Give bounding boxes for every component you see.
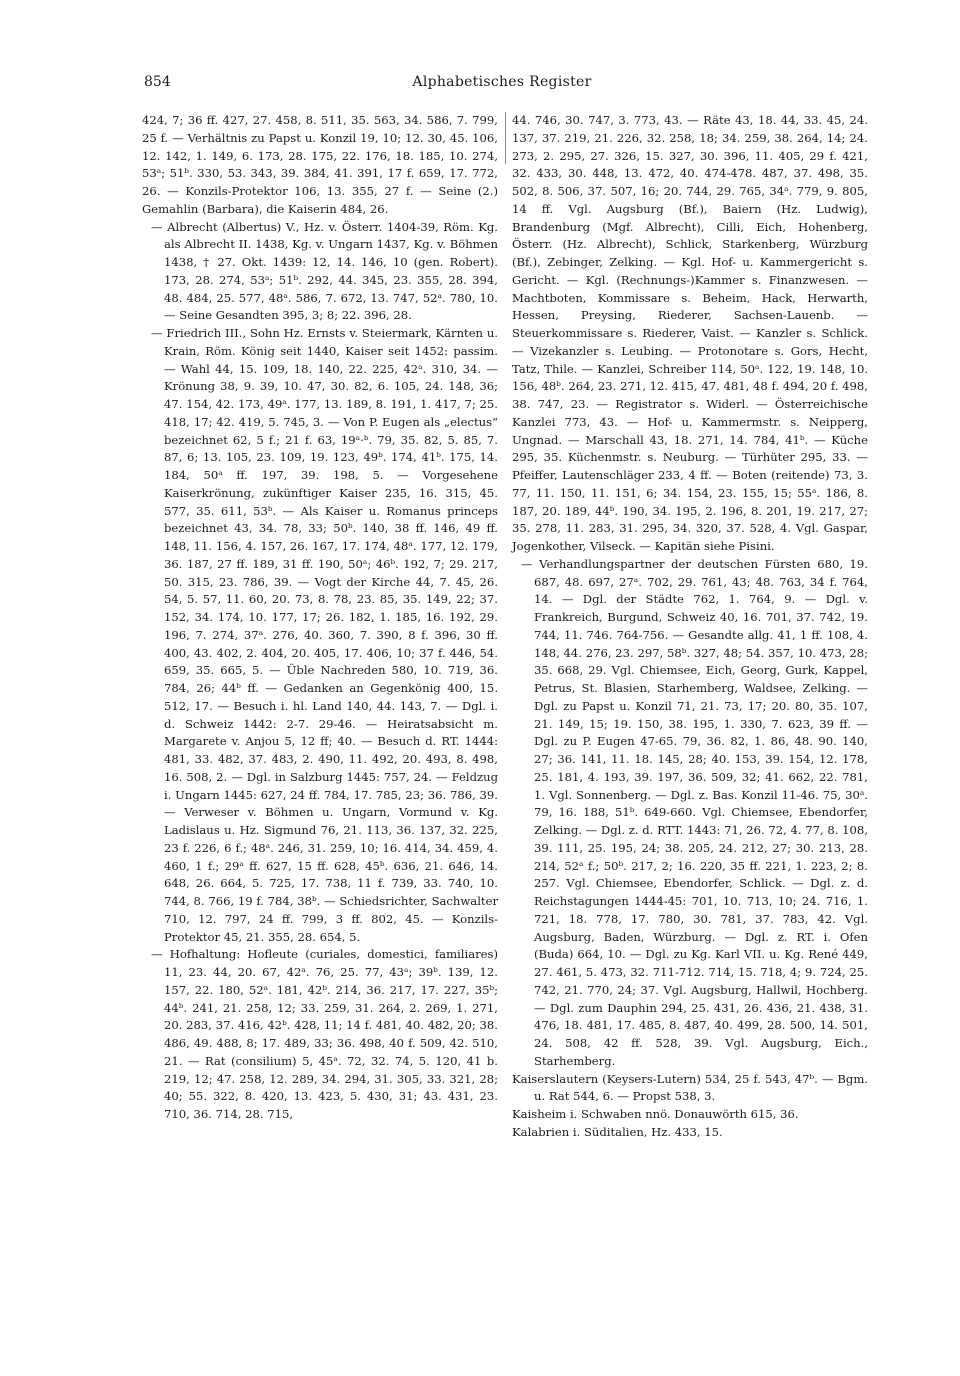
index-subentry-verhandlungspartner: — Verhandlungspartner der deutschen Fürsten 680, 19. 687, 48. 697, 27ᵃ. 702, 29. 761, 43; 48. 763, 34 f. 764, 14. — Dgl. der Städte 762, 1. 764, 9. — Dgl. v. Frankreich, Burgund, Schweiz 40, 16. 701, 37. 742, 19. 744, 11. 746. 764-756. — Gesandte allg. 41, 1 ff. 108, 4. 148, 44. 276, 23. 297, 58ᵇ. 327, 48; 54. 357, 10. 473, 28; 35. 668, 29. Vgl. Chiemsee, Eich, Georg, Gurk, Kappel, Petrus, St. Blasien, Starhemberg, Waldsee, Zelking. — Dgl. zu Papst u. Konzil 71, 21. 73, 17; 20. 80, 35. 107, 21. 149, 15; 19. 150, 38. 195, 1. 330, 7. 623, 39 ff. — Dgl. zu P. Eugen 47-65. 79, 36. 82, 1. 86, 48. 90. 140, 27; 36. 141, 11. 18. 145, 28; 40. 153, 39. 154, 12. 178, 25. 181, 4. 193, 39. 197, 36. 509, 32; 41. 662, 22. 781, 1. Vgl. Sonnenberg. — Dgl. z. Bas. Konzil 11-46. 75, 30ᵃ. 79, 16. 188, 51ᵇ. 649-660. Vgl. Chiemsee, Ebendorfer, Zelking. — Dgl. z. d. RTT. 1443: 71, 26. 72, 4. 77, 8. 108, 39. 111, 25. 195, 24; 38. 205, 24. 212, 27; 30. 213, 28. 214, 52ᵃ f.; 50ᵇ. 217, 2; 16. 220, 35 ff. 221, 1. 223, 2; 8. 257. Vgl. Chiemsee, Ebendorfer, Schlick. — Dgl. z. d. Reichstagungen 1444-45: 701, 10. 713, 10; 24. 716, 1. 721, 18. 778, 17. 780, 30. 781, 37. 783, 42. Vgl. Augsburg, Baden, Würzburg. — Dgl. z. RT. i. Ofen (Buda) 664, 10. — Dgl. zu Kg. Karl VII. u. Kg. René 449, 27. 461, 5. 473, 32. 711-712. 714, 15. 718, 4; 9. 724, 25. 742, 21. 770, 24; 37. Vgl. Augsburg, Hallwil, Hochberg. — Dgl. zum Dauphin 294, 25. 431, 26. 436, 21. 438, 31. 476, 18. 481, 17. 485, 8. 487, 40. 499, 28. 500, 14. 501, 24. 508, 42 ff. 528, 39. Vgl. Augsburg, Eich., Starhemberg. bbox=[521, 556, 868, 1068]
index-entry-continuation: 44. 746, 30. 747, 3. 773, 43. — Räte 43, 18. 44, 33. 45, 24. 137, 37. 219, 21. 226, 32. 258, 18; 34. 259, 38. 264, 14; 24. 273, 2. 295, 27. 326, 15. 327, 30. 396, 11. 405, 29 f. 421, 32. 433, 30. 448, 13. 472, 40. 474-478. 487, 37. 498, 35. 502, 8. 506, 37. 507, 16; 20. 744, 29. 765, 34ᵃ. 779, 9. 805, 14 ff. Vgl. Augsburg (Bf.), Baiern (Hz. Ludwig), Brandenburg (Mgf. Albrecht), Cilli, Eich, Hohenberg, Österr. (Hz. Albrecht), Schlick, Starkenberg, Würzburg (Bf.), Zebinger, Zelking. — Kgl. Hof- u. Kammergericht s. Gericht. — Kgl. (Rechnungs-)Kammer s. Finanzwesen. — Machtboten, Kommissare s. Beheim, Hack, Herwarth, Hessen, Preysing, Riederer, Sachsen-Lauenb. — Steuerkommissare s. Riederer, Vaist. — Kanzler s. Schlick. — Vizekanzler s. Leubing. — Protonotare s. Gors, Hecht, Tatz, Thile. — Kanzlei, Schreiber 114, 50ᵃ. 122, 19. 148, 10. 156, 48ᵇ. 264, 23. 271, 12. 415, 47. 481, 48 f. 494, 20 f. 498, 38. 747, 23. — Registrator s. Widerl. — Österreichische Kanzlei 773, 43. — Hof- u. Kammermstr. s. Neipperg, Ungnad. — Marschall 43, 18. 271, 14. 784, 41ᵇ. — Küche 295, 35. Küchenmstr. s. Neuburg. — Türhüter 295, 33. — Pfeiffer, Lautenschläger 233, 4 ff. — Boten (reitende) 73, 3. 77, 11. 150, 11. 151, 6; 34. 154, 23. 155, 15; 55ᵃ. 186, 8. 187, 20. 189, 44ᵇ. 190, 34. 195, 2. 196, 8. 201, 19. 217, 27; 35. 278, 11. 283, 31. 295, 34. 320, 37. 528, 4. Vgl. Gaspar, Jogenkother, Vilseck. — Kapitän siehe Pisini. bbox=[512, 113, 868, 553]
running-title: Alphabetisches Register bbox=[412, 74, 592, 90]
column-divider bbox=[505, 112, 506, 164]
index-entry-kaisheim: Kaisheim i. Schwaben nnö. Donauwörth 615, 36. bbox=[512, 1107, 799, 1121]
left-column bbox=[142, 112, 498, 1124]
index-subentry-friedrich: — Friedrich III., Sohn Hz. Ernsts v. Steiermark, Kärnten u. Krain, Röm. König seit 1440, Kaiser seit 1452: passim. — Wahl 44, 15. 109, 18. 140, 22. 225, 42ᵃ. 310, 34. — Krönung 38, 9. 39, 10. 47, 30. 82, 6. 105, 24. 148, 36; 47. 154, 42. 173, 49ᵃ. 177, 13. 189, 8. 191, 1. 417, 7; 25. 418, 17; 42. 419, 5. 745, 3. — Von P. Eugen als „electus“ bezeichnet 62, 5 f.; 21 f. 63, 19ᵃ·ᵇ. 79, 35. 82, 5. 85, 7. 87, 6; 13. 105, 23. 109, 19. 123, 49ᵇ. 174, 41ᵇ. 175, 14. 184, 50ᵃ ff. 197, 39. 198, 5. — Vorgesehene Kaiserkrönung, zukünftiger Kaiser 235, 16. 315, 45. 577, 35. 611, 53ᵇ. — Als Kaiser u. Romanus princeps bezeichnet 43, 34. 78, 33; 50ᵇ. 140, 38 ff. 146, 49 ff. 148, 11. 156, 4. 157, 26. 167, 17. 174, 48ᵃ. 177, 12. 179, 36. 187, 27 ff. 189, 31 ff. 190, 50ᵃ; 46ᵇ. 192, 7; 29. 217, 50. 315, 23. 786, 39. — Vogt der Kirche 44, 7. 45, 26. 54, 5. 57, 11. 60, 20. 73, 8. 78, 23. 85, 35. 149, 22; 37. 152, 34. 174, 10. 177, 17; 26. 182, 1. 185, 16. 192, 29. 196, 7. 274, 37ᵃ. 276, 40. 360, 7. 390, 8 f. 396, 30 ff. 400, 43. 402, 2. 404, 20. 405, 17. 406, 10; 37 f. 446, 54. 659, 35. 665, 5. — Üble Nachreden 580, 10. 719, 36. 784, 26; 44ᵇ ff. — Gedanken an Gegenkönig 400, 15. 512, 17. — Besuch i. hl. Land 140, 44. 143, 7. — Dgl. i. d. Schweiz 1442: 2-7. 29-46. — Heiratsabsicht m. Margarete v. Anjou 5, 12 ff; 40. — Besuch d. RT. 1444: 481, 33. 482, 37. 483, 2. 490, 11. 492, 20. 493, 8. 498, 16. 508, 2. — Dgl. in Salzburg 1445: 757, 24. — Feldzug i. Ungarn 1445: 627, 24 ff. 784, 17. 785, 23; 36. 786, 39. — Verweser v. Böhmen u. Ungarn, Vormund v. Kg. Ladislaus u. Hz. Sigmund 76, 21. 113, 36. 137, 32. 225, 23 f. 226, 6 f.; 48ᵃ. 246, 31. 259, 10; 16. 414, 34. 459, 4. 460, 1 f.; 29ᵃ ff. 627, 15 ff. 628, 45ᵇ. 636, 21. 646, 14. 648, 26. 664, 5. 725, 17. 738, 11 f. 739, 33. 740, 10. 744, 8. 766, 19 f. 784, 38ᵇ. — Schiedsrichter, Sachwalter 710, 12. 797, 24 ff. 799, 3 ff. 802, 45. — Konzils-Protektor 45, 21. 355, 28. 654, 5. bbox=[151, 326, 498, 944]
index-subentry-hofhaltung: — Hofhaltung: Hofleute (curiales, domestici, familiares) 11, 23. 44, 20. 67, 42ᵃ. 76, 25. 77, 43ᵃ; 39ᵇ. 139, 12. 157, 22. 180, 52ᵃ. 181, 42ᵇ. 214, 36. 217, 17. 227, 35ᵇ; 44ᵇ. 241, 21. 258, 12; 33. 259, 31. 264, 2. 269, 1. 271, 20. 283, 37. 416, 42ᵇ. 428, 11; 14 f. 481, 40. 482, 20; 38. 486, 49. 488, 8; 17. 489, 33; 36. 498, 40 f. 509, 42. 510, 21. — Rat (consilium) 5, 45ᵃ. 72, 32. 74, 5. 120, 41 b. 219, 12; 47. 258, 12. 289, 34. 294, 31. 305, 33. 321, 28; 40; 55. 322, 8. 420, 13. 423, 5. 430, 31; 43. 431, 23. 710, 36. 714, 28. 715, bbox=[151, 947, 498, 1121]
index-entry-continuation: 424, 7; 36 ff. 427, 27. 458, 8. 511, 35. 563, 34. 586, 7. 799, 25 f. — Verhältnis zu Papst u. Konzil 19, 10; 12. 30, 45. 106, 12. 142, 1. 149, 6. 173, 28. 175, 22. 176, 18. 185, 10. 274, 53ᵃ; 51ᵇ. 330, 53. 343, 39. 384, 41. 391, 17 f. 659, 17. 772, 26. — Konzils-Protektor 106, 13. 355, 27 f. — Seine (2.) Gemahlin (Barbara), die Kaiserin 484, 26. bbox=[142, 113, 498, 216]
page-header bbox=[144, 74, 860, 98]
index-entry-kalabrien: Kalabrien i. Süditalien, Hz. 433, 15. bbox=[512, 1124, 723, 1139]
page-number: 854 bbox=[144, 74, 171, 90]
index-entry-kaiserslautern: Kaiserslautern (Keysers-Lutern) 534, 25 f. 543, 47ᵇ. — Bgm. u. Rat 544, 6. — Propst 538, 3. bbox=[512, 1071, 868, 1104]
right-column bbox=[512, 112, 868, 1142]
index-subentry-albrecht: — Albrecht (Albertus) V., Hz. v. Österr. 1404-39, Röm. Kg. als Albrecht II. 1438, Kg. v. Ungarn 1437, Kg. v. Böhmen 1438, † 27. Okt. 1439: 12, 14. 146, 10 (gen. Robert). 173, 28. 274, 53ᵃ; 51ᵇ. 292, 44. 345, 23. 355, 28. 394, 48. 484, 25. 577, 48ᵃ. 586, 7. 672, 13. 747, 52ᵃ. 780, 10. — Seine Gesandten 395, 3; 8; 22. 396, 28. bbox=[151, 219, 498, 323]
